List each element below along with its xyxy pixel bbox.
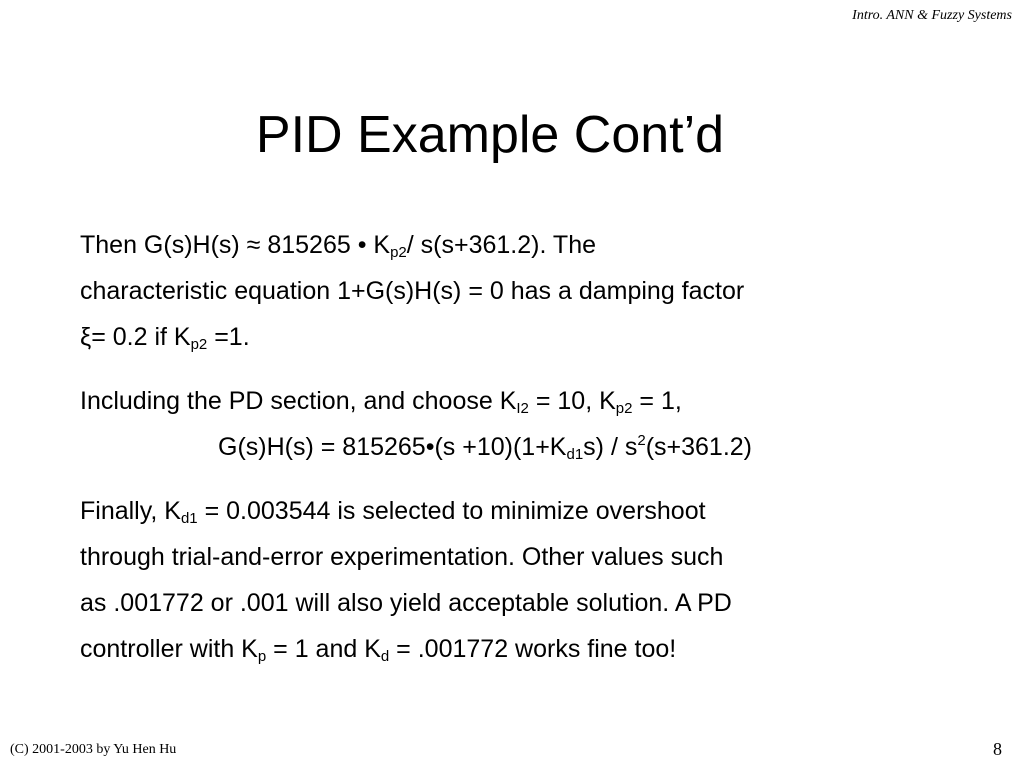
paragraph-conclusion	[80, 488, 980, 672]
p2-l2-subscript: d1	[566, 446, 584, 463]
p3-l4-text-b: = 1 and K	[266, 635, 381, 663]
p2-l1-subscript-2: p2	[615, 400, 633, 417]
p3-l1-text-b: = 0.003544 is selected to minimize overshoot	[197, 497, 706, 525]
p1-line-1	[80, 222, 980, 268]
p3-l4-text-a: controller with K	[80, 635, 258, 663]
slide-title: PID Example Cont’d	[255, 106, 725, 164]
p1-l1-text-b: / s(s+361.2). The	[406, 231, 597, 259]
p1-line-2: characteristic equation 1+G(s)H(s) = 0 has a damping factor	[80, 277, 745, 305]
p2-line-1	[80, 378, 980, 424]
p2-equation-line	[80, 424, 980, 470]
page-number: 8	[993, 739, 1002, 759]
p1-l1-subscript: p2	[390, 244, 407, 261]
p3-l1-subscript: d1	[180, 510, 198, 527]
p3-l1-text-a: Finally, K	[80, 497, 181, 525]
p2-l2-superscript: 2	[637, 432, 646, 449]
p1-line-3	[80, 314, 980, 360]
p3-line-2: through trial-and-error experimentation. Other values such	[80, 543, 724, 571]
p2-l2-text-a: G(s)H(s) = 815265•(s +10)(1+K	[218, 433, 567, 461]
p3-l4-text-c: = .001772 works fine too!	[389, 635, 677, 663]
p1-l1-text-a: Then G(s)H(s) ≈ 815265 • K	[80, 231, 391, 259]
p3-line-3: as .001772 or .001 will also yield acceptable solution. A PD	[80, 589, 732, 617]
p1-l3-subscript: p2	[190, 336, 208, 353]
p2-l1-text-b: = 10, K	[528, 387, 616, 415]
p2-l1-text-c: = 1,	[632, 387, 682, 415]
p1-l3-text-a: ξ= 0.2 if K	[80, 323, 191, 351]
p3-l4-subscript-1: p	[257, 648, 267, 665]
p2-l2-text-c: (s+361.2)	[645, 433, 752, 461]
p3-l4-subscript-2: d	[380, 648, 390, 665]
p2-l2-text-b: s) / s	[583, 433, 638, 461]
p1-l3-text-b: =1.	[207, 323, 250, 351]
copyright-footer: (C) 2001-2003 by Yu Hen Hu	[10, 742, 177, 757]
course-header: Intro. ANN & Fuzzy Systems	[852, 8, 1012, 23]
p2-l1-text-a: Including the PD section, and choose K	[80, 387, 517, 415]
p3-line-4	[80, 626, 980, 672]
paragraph-transfer-function	[80, 222, 980, 360]
p2-l1-subscript-1: I2	[516, 400, 529, 417]
p3-line-1	[80, 488, 980, 534]
paragraph-pd-section	[80, 378, 980, 470]
